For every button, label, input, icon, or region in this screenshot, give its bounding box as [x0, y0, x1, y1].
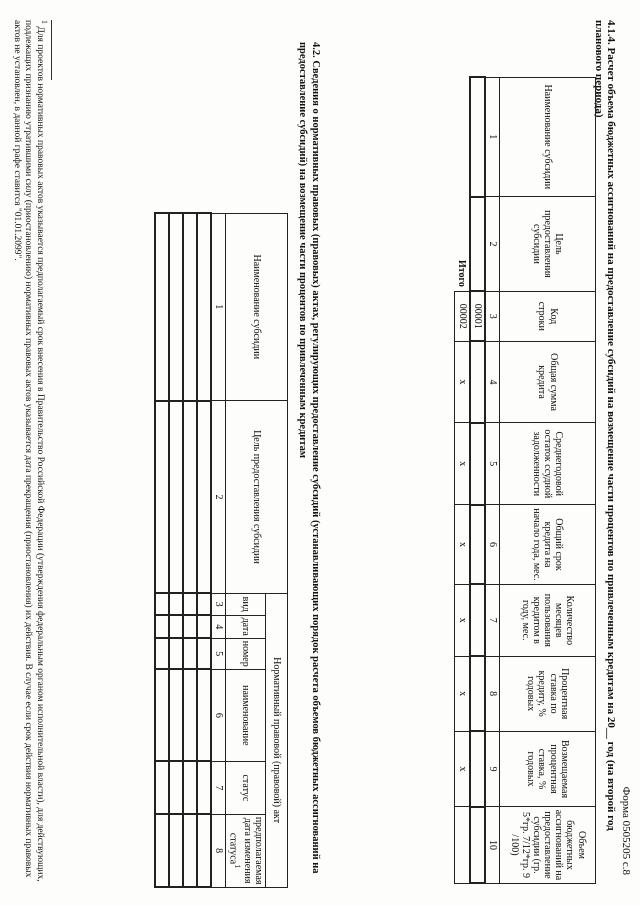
column-number: 1 [211, 213, 226, 401]
header-cell: Общий срок кредита на начало года, мес. [500, 505, 596, 585]
data-cell [197, 669, 211, 761]
data-cell [169, 401, 183, 594]
data-cell: x [455, 341, 470, 423]
data-cell [155, 615, 169, 638]
section-4-2-title: 4.2. Сведения о нормативных правовых (правовых) актах, регулирующих предоставление субсидий (устанавливающих порядок расчета объемов бюджетных ассигнований на предоставление субсидий) на возмещение части процентов по привлеченным кредитам [296, 42, 321, 874]
subsidy-name-cell [470, 77, 485, 197]
data-cell [155, 638, 169, 669]
data-cell [169, 615, 183, 638]
data-cell [183, 638, 197, 669]
column-number: 9 [485, 731, 500, 807]
data-cell [169, 761, 183, 814]
data-cell [169, 638, 183, 669]
column-number: 6 [485, 505, 500, 585]
header-cell: Среднегодовой остаток ссудной задолженности [500, 423, 596, 505]
header-text: предполагаемая дата изменения статуса [227, 816, 264, 885]
data-cell [183, 615, 197, 638]
data-cell [455, 807, 470, 883]
data-cell [169, 213, 183, 401]
data-cell: x [455, 656, 470, 731]
data-cell [197, 401, 211, 594]
column-number: 1 [485, 77, 500, 197]
data-cell: x [455, 423, 470, 505]
data-cell [470, 656, 485, 731]
data-cell [470, 341, 485, 423]
data-cell [197, 761, 211, 814]
data-cell [470, 584, 485, 656]
row-code: 00002 [455, 291, 470, 341]
header-cell: Возмещаемая процентная ставка, % годовых [500, 731, 596, 807]
header-cell: Общая сумма кредита [500, 341, 596, 423]
data-cell [183, 761, 197, 814]
header-cell: Наименование субсидии [226, 213, 288, 401]
header-cell: Объем бюджетных ассигнований на предоставление субсидии (гр. 5*гр. 7/12*гр. 9 /100) [500, 807, 596, 883]
header-cell: Цель предоставления субсидии [500, 197, 596, 292]
column-number: 5 [485, 423, 500, 505]
header-cell: наименование [226, 669, 266, 761]
column-number: 4 [485, 341, 500, 423]
subsidy-goal-cell [470, 197, 485, 292]
data-cell [183, 213, 197, 401]
data-cell [169, 593, 183, 615]
data-cell [183, 814, 197, 887]
data-cell [155, 814, 169, 887]
column-number: 10 [485, 807, 500, 883]
header-cell [226, 814, 266, 887]
column-number: 7 [485, 584, 500, 656]
form-number: Форма 0505205 с.8 [620, 786, 632, 875]
column-number: 2 [211, 401, 226, 594]
column-number: 2 [485, 197, 500, 292]
data-cell [155, 593, 169, 615]
table-row [183, 213, 197, 887]
data-cell [183, 401, 197, 594]
total-row [455, 77, 470, 883]
data-cell [197, 213, 211, 401]
data-cell [470, 505, 485, 585]
header-cell: Количество месяцев пользования кредитом в году, мес. [500, 584, 596, 656]
data-cell [197, 638, 211, 669]
data-cell [169, 814, 183, 887]
data-cell [470, 731, 485, 807]
header-cell: номер [226, 638, 266, 669]
column-number: 6 [211, 669, 226, 761]
header-cell: Цель предоставления субсидии [226, 401, 288, 594]
total-label: Итого [456, 259, 468, 287]
column-number: 7 [211, 761, 226, 814]
footnote-text: Для проектов нормативных правовых актов указывается предполагаемый срок внесения в Правительство Российской Федерации (утверждения федеральным органом исполнительной власти), для действующих, подлежащих признанию утратившими силу (приостановлению) нормативных правовых актов указывается дата прекращения (приостановления) их действия. В случае если срок действия нормативных правовых актов не установлен, в данной графе ставится "01.01.2099". [12, 20, 45, 882]
data-cell [155, 669, 169, 761]
section-4-1-4-title: 4.1.4. Расчет объема бюджетных ассигнований на предоставление субсидий на возмещение части процентов по привлеченным кредитам на 20__ год (на второй год планового периода) [593, 20, 617, 831]
table-row [197, 213, 211, 887]
footnote-mark: 1 [232, 864, 242, 869]
column-number: 5 [211, 638, 226, 669]
data-cell: x [455, 505, 470, 585]
data-cell [197, 814, 211, 887]
data-cell [155, 761, 169, 814]
data-cell [155, 213, 169, 401]
data-cell [183, 669, 197, 761]
header-cell: Нормативный правовой (правовой) акт [266, 593, 288, 887]
data-cell: x [455, 584, 470, 656]
data-cell [197, 593, 211, 615]
header-cell: Процентная ставка по кредиту, % годовых [500, 656, 596, 731]
data-cell [155, 401, 169, 594]
footnote [11, 20, 52, 890]
header-cell: статус [226, 761, 266, 814]
footnote-divider [51, 20, 52, 80]
header-cell: Код строки [500, 291, 596, 341]
header-cell: вид [226, 593, 266, 615]
normative-acts-table [154, 212, 288, 888]
data-cell [470, 807, 485, 883]
data-cell [183, 593, 197, 615]
row-code: 00001 [470, 291, 485, 341]
data-cell [197, 615, 211, 638]
data-cell [169, 669, 183, 761]
table-row [470, 77, 485, 883]
footnote-mark: 1 [40, 20, 49, 24]
table-row [155, 213, 169, 887]
header-cell: дата [226, 615, 266, 638]
header-cell: Наименование субсидии [500, 77, 596, 197]
column-number: 8 [485, 656, 500, 731]
column-number: 4 [211, 615, 226, 638]
column-number: 8 [211, 814, 226, 887]
table-row [169, 213, 183, 887]
column-number: 3 [211, 593, 226, 615]
data-cell: x [455, 731, 470, 807]
subsidy-calculation-table [454, 76, 596, 884]
data-cell [470, 423, 485, 505]
column-number: 3 [485, 291, 500, 341]
